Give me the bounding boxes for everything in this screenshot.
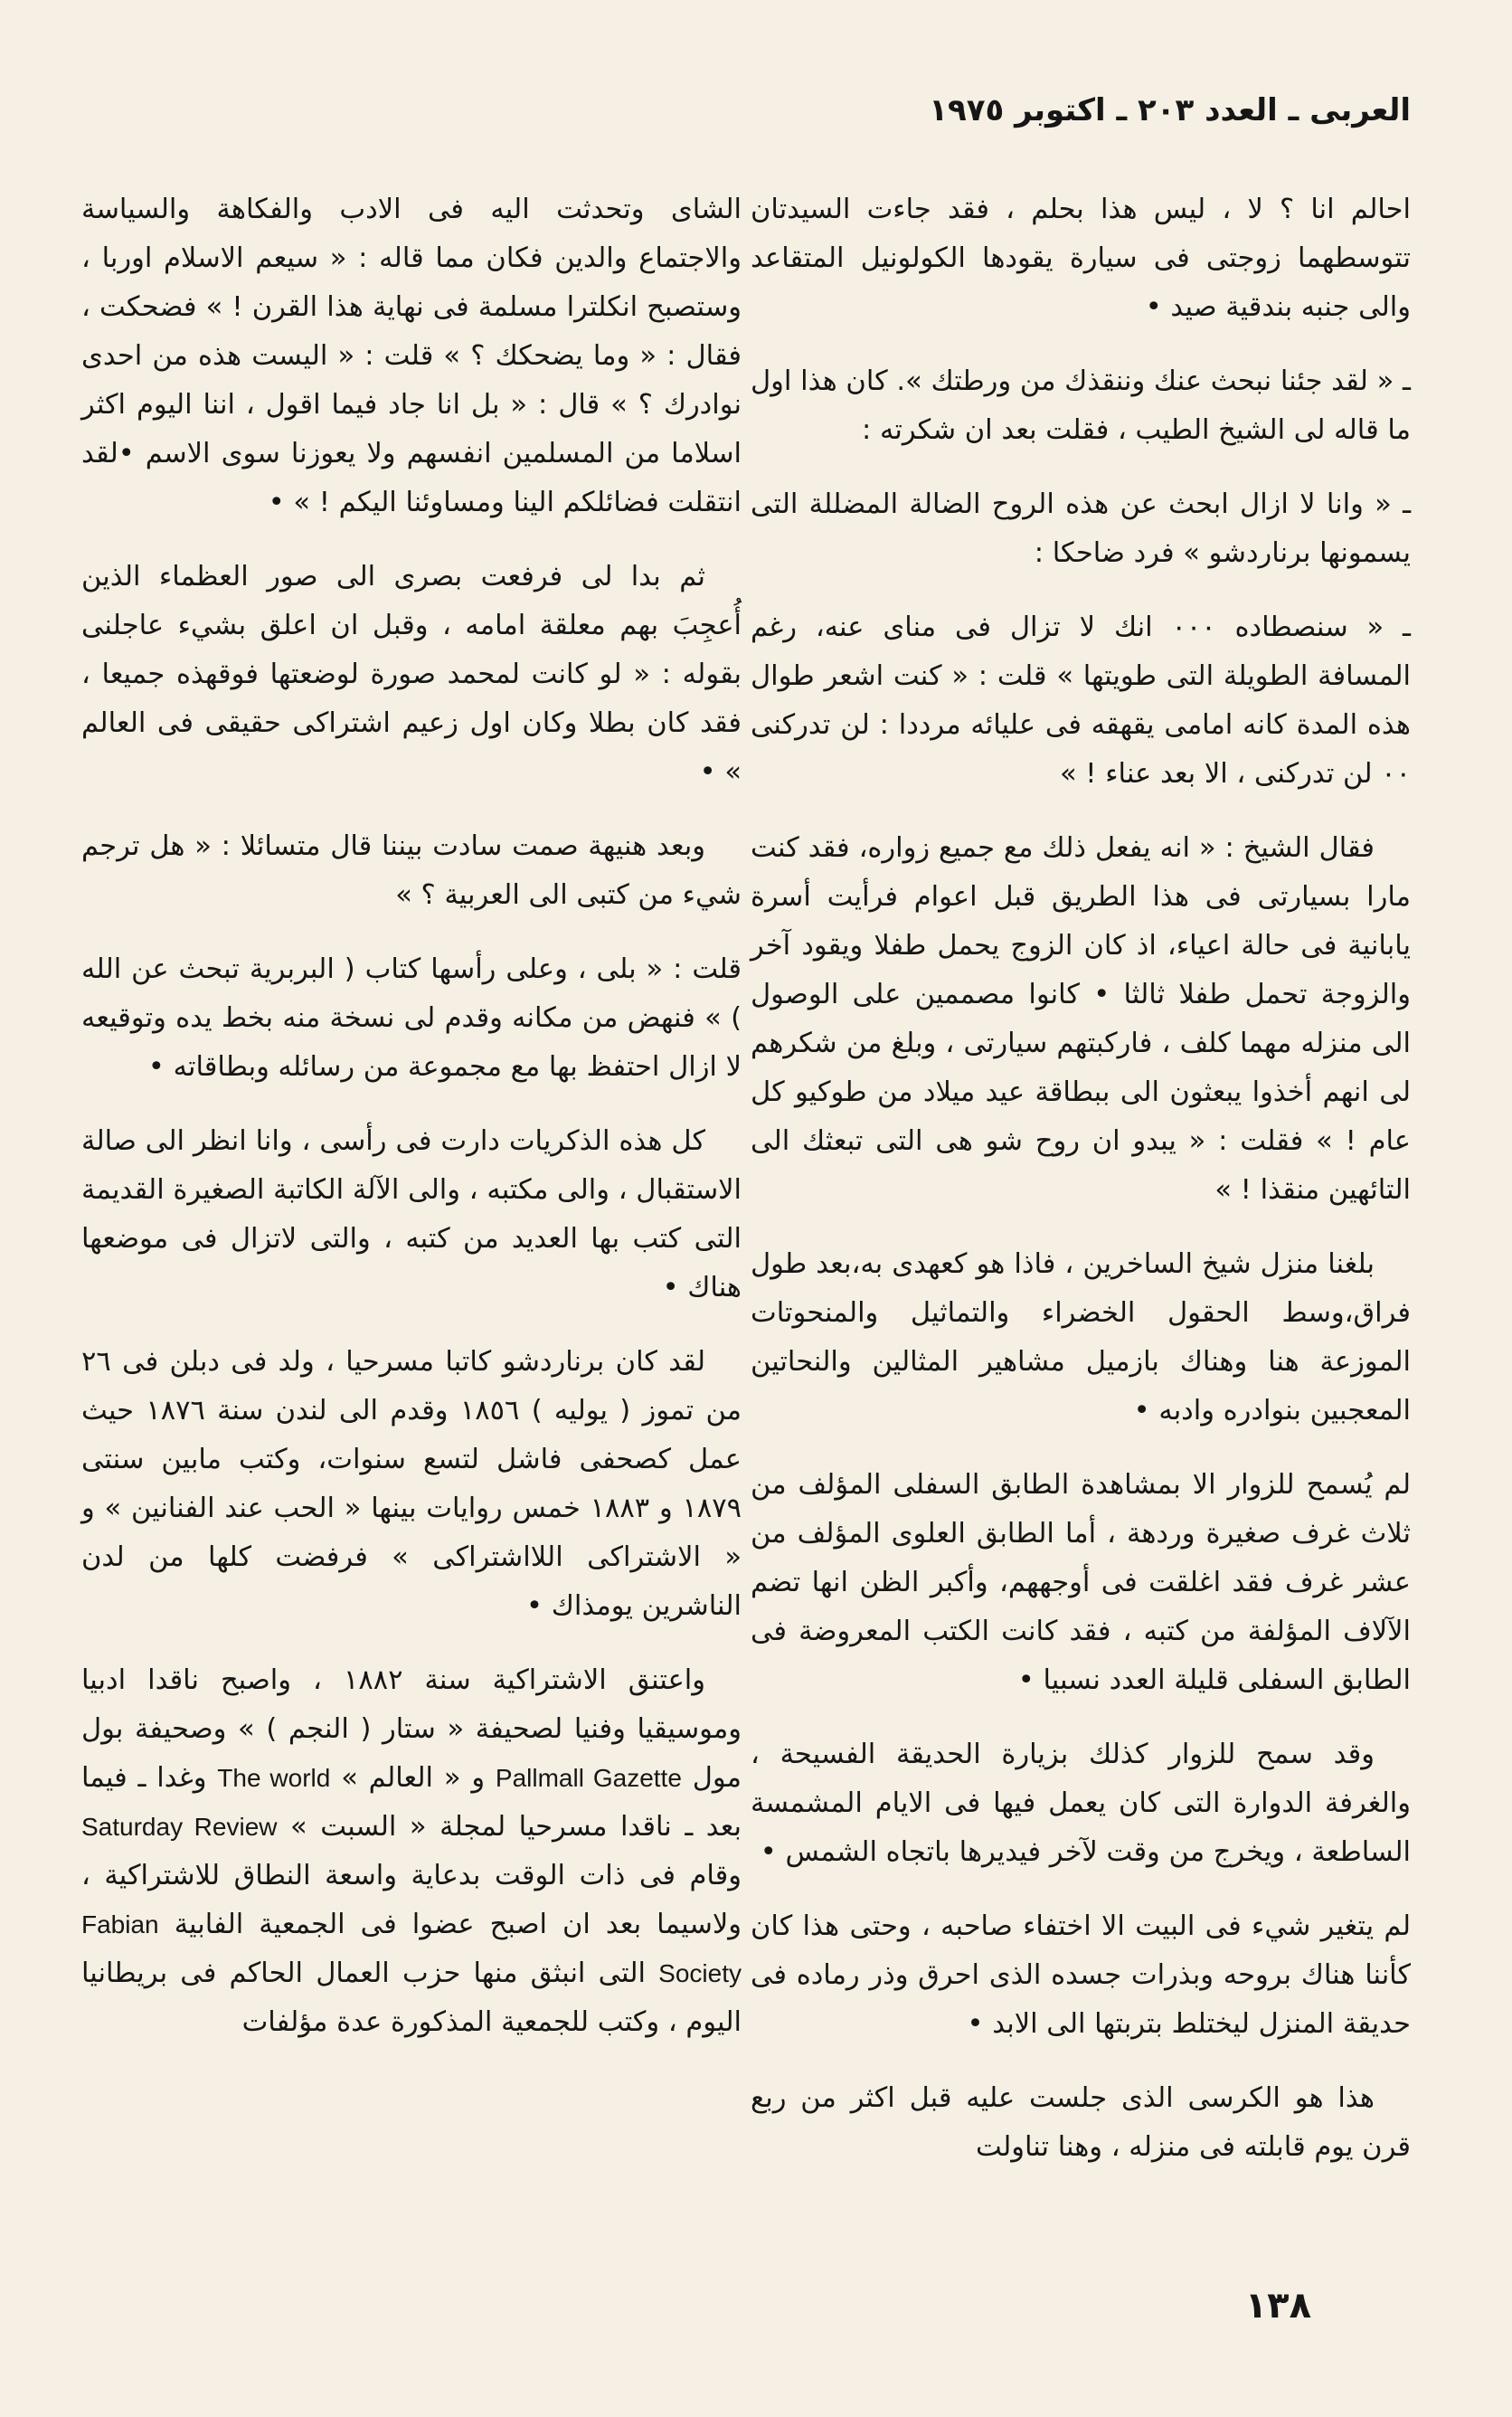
latin-term: Saturday Review — [81, 1813, 278, 1841]
paragraph: الشاى وتحدثت اليه فى الادب والفكاهة والسياسة والاجتماع والدين فكان مما قاله : « سيعم الاسلام اوربا ، وستصبح انكلترا مسلمة فى نهاية هذا القرن ! » فضحكت ، فقال : « وما يضحكك ؟ » قلت : « اليست هذه من احدى نوادرك ؟ » قال : « بل انا جاد فيما اقول ، اننا اليوم اكثر اسلاما من المسلمين انفسهم ولا يعوزنا سوى الاسم •لقد انتقلت فضائلكم الينا ومساوئنا اليكم ! » • — [81, 194, 742, 518]
paragraph: وقد سمح للزوار كذلك بزيارة الحديقة الفسيحة ، والغرفة الدوارة التى كان يعمل فيها فى الايام المشمسة الساطعة ، ويخرج من وقت لآخر فيديرها باتجاه الشمس • — [751, 1739, 1411, 1868]
paragraph: ـ « لقد جئنا نبحث عنك وننقذك من ورطتك ». كان هذا اول ما قاله لى الشيخ الطيب ، فقلت بعد ان شكرته : — [751, 365, 1411, 446]
paragraph: ـ « وانا لا ازال ابحث عن هذه الروح الضالة المضللة التى يسمونها برناردشو » فرد ضاحكا : — [751, 488, 1411, 569]
paragraph: لم يتغير شيء فى البيت الا اختفاء صاحبه ، وحتى هذا كان كأننا هناك بروحه وبذرات جسده الذى احرق وذر رماده فى حديقة المنزل ليختلط بتربتها الى الابد • — [751, 1910, 1411, 2040]
right-column — [751, 185, 1411, 2197]
latin-term: The world — [217, 1764, 331, 1792]
running-header: العربى ـ العدد ٢٠٣ ـ اكتوبر ١٩٧٥ — [929, 92, 1411, 128]
paragraph: قلت : « بلى ، وعلى رأسها كتاب ( البربرية تبحث عن الله ) » فنهض من مكانه وقدم لى نسخة منه بخط يده وتوقيعه لا ازال احتفظ بها مع مجموعة من رسائله وبطاقاته • — [81, 953, 742, 1083]
left-column — [81, 185, 742, 2072]
paragraph: هذا هو الكرسى الذى جلست عليه قبل اكثر من ربع قرن يوم قابلته فى منزله ، وهنا تناولت — [751, 2082, 1411, 2163]
paragraph: ثم بدا لى فرفعت بصرى الى صور العظماء الذين أُعجِبَ بهم معلقة امامه ، وقبل ان اعلق بشيء عاجلنى بقوله : « لو كانت لمحمد صورة لوضعتها فوقهذه جميعا ، فقد كان بطلا وكان اول زعيم اشتراكى حقيقى فى العالم » • — [81, 561, 742, 788]
paragraph: وبعد هنيهة صمت سادت بيننا قال متسائلا : « هل ترجم شيء من كتبى الى العربية ؟ » — [81, 830, 742, 911]
paragraph-segment: التى انبثق منها حزب العمال الحاكم فى بريطانيا اليوم ، وكتب للجمعية المذكورة عدة مؤلفات — [81, 1957, 742, 2038]
paragraph-segment: وغدا ـ فيما بعد ـ ناقدا مسرحيا لمجلة « السبت » — [81, 1762, 742, 1843]
latin-term: Pallmall Gazette — [495, 1764, 682, 1792]
paragraph-segment: وقام فى ذات الوقت بدعاية واسعة النطاق للاشتراكية ، ولاسيما بعد ان اصبح عضوا فى الجمعية الفابية — [81, 1860, 742, 1940]
paragraph: احالم انا ؟ لا ، ليس هذا بحلم ، فقد جاءت السيدتان تتوسطهما زوجتى فى سيارة يقودها الكولونيل المتقاعد والى جنبه بندقية صيد • — [751, 194, 1411, 323]
paragraph-segment: و « العالم » — [341, 1762, 486, 1794]
page-number: ١٣٨ — [1244, 2285, 1311, 2327]
paragraph: بلغنا منزل شيخ الساخرين ، فاذا هو كعهدى به،بعد طول فراق،وسط الحقول الخضراء والتماثيل والمنحوتات الموزعة هنا وهناك بازميل مشاهير المثالين والنحاتين المعجبين بنوادره وادبه • — [751, 1248, 1411, 1427]
paragraph: ـ « سنصطاده ٠٠٠ انك لا تزال فى مناى عنه، رغم المسافة الطويلة التى طويتها » قلت : « كنت اشعر طوال هذه المدة كانه امامى يقهقه فى عليائه مرددا : لن تدركنى ٠٠ لن تدركنى ، الا بعد عناء ! » — [751, 611, 1411, 790]
latin-term: Fabian Society — [81, 1910, 742, 1987]
paragraph-segment: واعتنق الاشتراكية سنة ١٨٨٢ ، واصبح ناقدا ادبيا وموسيقيا وفنيا لصحيفة « ستار ( النجم ) » وصحيفة بول مول — [81, 1664, 742, 1794]
paragraph: فقال الشيخ : « انه يفعل ذلك مع جميع زواره، فقد كنت مارا بسيارتى فى هذا الطريق قبل اعوام فرأيت أسرة يابانية فى حالة اعياء، اذ كان الزوج يحمل طفلا ويقود آخر والزوجة تحمل طفلا ثالثا • كانوا مصممين على الوصول الى منزله مهما كلف ، فاركبتهم سيارتى ، وبلغ من شكرهم لى انهم أخذوا يبعثون الى ببطاقة عيد ميلاد من طوكيو كل عام ! » فقلت : « يبدو ان روح شو هى التى تبعثك الى التائهين منقذا ! » — [751, 832, 1411, 1206]
paragraph: لقد كان برناردشو كاتبا مسرحيا ، ولد فى دبلن فى ٢٦ من تموز ( يوليه ) ١٨٥٦ وقدم الى لندن سنة ١٨٧٦ حيث عمل كصحفى فاشل لتسع سنوات، وكتب مابين سنتى ١٨٧٩ و ١٨٨٣ خمس روايات بينها « الحب عند الفنانين » و « الاشتراكى اللااشتراكى » فرفضت كلها من لدن الناشرين يومذاك • — [81, 1346, 742, 1622]
paragraph: كل هذه الذكريات دارت فى رأسى ، وانا انظر الى صالة الاستقبال ، والى مكتبه ، والى الآلة الكاتبة الصغيرة القديمة التى كتب بها العديد من كتبه ، والتى لاتزال فى موضعها هناك • — [81, 1125, 742, 1303]
mixed-paragraph — [81, 1656, 742, 2047]
paragraph: لم يُسمح للزوار الا بمشاهدة الطابق السفلى المؤلف من ثلاث غرف صغيرة وردهة ، أما الطابق العلوى المؤلف من عشر غرف فقد اغلقت فى أوجههم، وأكبر الظن انها تضم الآلاف المؤلفة من كتبه ، فقد كانت الكتب المعروضة فى الطابق السفلى قليلة العدد نسبيا • — [751, 1469, 1411, 1696]
